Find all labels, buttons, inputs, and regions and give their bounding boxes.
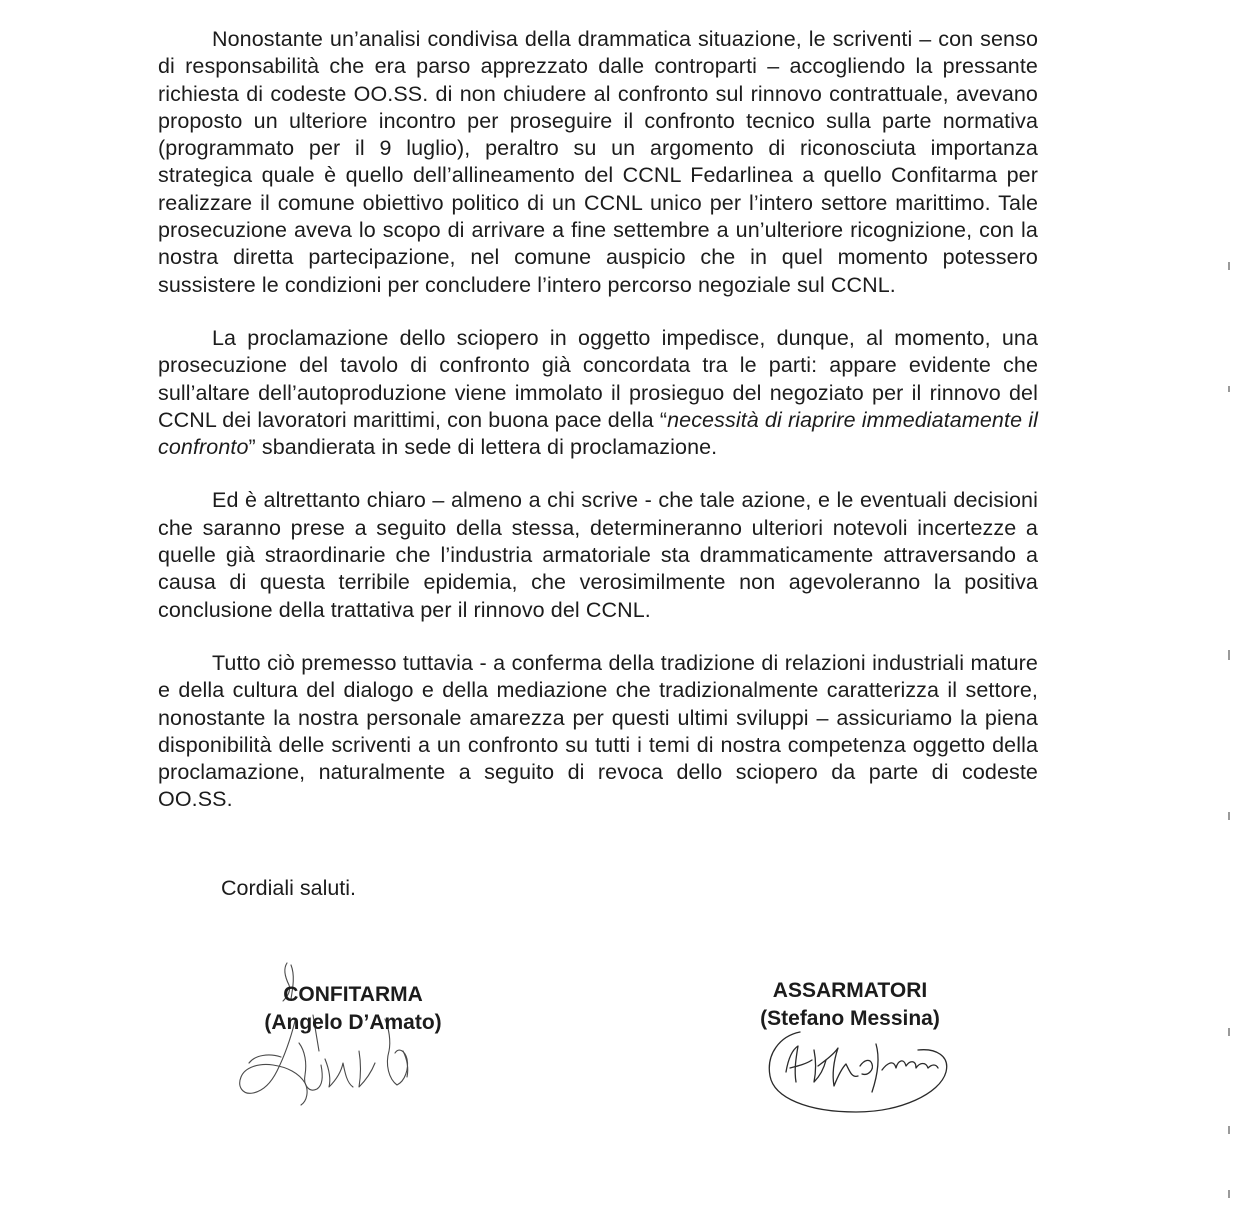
paragraph-2-italic-quote: necessità di riaprire immediatamente il confronto <box>158 407 1038 460</box>
scan-artifact-mark <box>1228 650 1230 660</box>
letter-body <box>158 26 1038 840</box>
scan-artifact-mark <box>1228 812 1230 820</box>
scan-artifact-mark <box>1228 386 1230 392</box>
signatory-left-organization: CONFITARMA <box>283 983 423 1006</box>
signatory-right-organization: ASSARMATORI <box>772 979 928 1002</box>
closing-salutation: Cordiali saluti. <box>221 876 357 900</box>
scan-artifact-mark <box>1228 1028 1230 1036</box>
paragraph-3: Ed è altrettanto chiaro – almeno a chi scrive - che tale azione, e le eventuali decisioni che saranno prese a seguito della stessa, determineranno ulteriori notevoli incertezze a quelle già straordinarie che l’industria armatoriale sta drammaticamente attraversando a causa di questa terribile epidemia, che verosimilmente non agevoleranno la positiva conclusione della trattativa per il rinnovo del CCNL. <box>158 488 1038 622</box>
signatory-right-name: (Stefano Messina) <box>760 1007 940 1030</box>
paragraph-2 <box>158 325 1038 461</box>
paragraph-1: Nonostante un’analisi condivisa della drammatica situazione, le scriventi – con senso di responsabilità che era parso apprezzato dalle controparti – accogliendo la pressante richiesta di codeste OO.SS. di non chiudere al confronto sul rinnovo contrattuale, avevano proposto un ulteriore incontro per proseguire il confronto tecnico sulla parte normativa (programmato per il 9 luglio), peraltro su un argomento di riconosciuta importanza strategica quale è quello dell’allineamento del CCNL Fedarlinea a quello Confitarma per realizzare il comune obiettivo politico di un CCNL unico per l’intero settore marittimo. Tale prosecuzione aveva lo scopo di arrivare a fine settembre a un’ulteriore ricognizione, con la nostra diretta partecipazione, nel comune auspicio che in quel momento potessero sussistere le condizioni per concludere l’intero percorso negoziale sul CCNL. <box>158 27 1038 297</box>
handwritten-signature-right <box>760 1020 960 1120</box>
paragraph-4: Tutto ciò premesso tuttavia - a conferma della tradizione di relazioni industriali mature e della cultura del dialogo e della mediazione che tradizionalmente caratterizza il settore, nonostante la nostra personale amarezza per questi ultimi sviluppi – assicuriamo la piena disponibilità delle scriventi a un confronto su tutti i temi di nostra competenza oggetto della proclamazione, naturalmente a seguito di revoca dello sciopero da parte di codeste OO.SS. <box>158 650 1038 812</box>
signatory-left-name: (Angelo D’Amato) <box>264 1011 442 1034</box>
paragraph-2-text-before: La proclamazione dello sciopero in oggetto impedisce, dunque, al momento, una prosecuzione del tavolo di confronto già concordata tra le parti: appare evidente che sull’altare dell’autoproduzione viene immolato il prosieguo del negoziato per il rinnovo del CCNL dei lavoratori marittimi, con buona pace della “ <box>158 325 1038 432</box>
paragraph-2-text-after: ” sbandierata in sede di lettera di proclamazione. <box>248 435 718 460</box>
scan-artifact-mark <box>1228 1190 1230 1198</box>
scan-artifact-mark <box>1228 262 1230 270</box>
scan-artifact-mark <box>1228 1126 1230 1134</box>
signatory-left <box>248 981 458 1037</box>
